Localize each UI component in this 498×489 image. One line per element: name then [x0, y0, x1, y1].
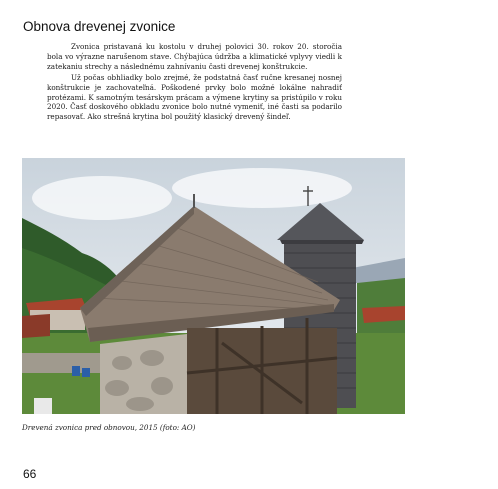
- photo-caption: Drevená zvonica pred obnovou, 2015 (foto: AO): [22, 423, 196, 432]
- belfry-photo-illustration: [22, 158, 405, 414]
- paragraph-1: Zvonica pristavaná ku kostolu v druhej polovici 30. rokov 20. storočia bola vo výrazne narušenom stave. Chýbajúca údržba a klimatické vplyvy viedli k zatekaniu strechy a následnému zahnívaniu časti drevenej konštrukcie.: [47, 42, 342, 71]
- body-text: [47, 42, 342, 123]
- page-number: 66: [23, 467, 37, 481]
- paragraph-2: Už počas obhliadky bolo zrejmé, že podstatná časť ručne kresanej nosnej konštrukcie je zachovateľná. Poškodené prvky bolo možné lokálne nahradiť protézami. K samotným tesárskym prácam a výmene krytiny sa pristúpilo v roku 2020. Časť doskového obkladu zvonice bolo nutné vymeniť, iné časti sa podarilo repasovať. Ako strešná krytina bol použitý klasický drevený šindeľ.: [47, 72, 342, 122]
- section-heading: Obnova drevenej zvonice: [23, 19, 176, 34]
- belfry-photo: [22, 158, 405, 414]
